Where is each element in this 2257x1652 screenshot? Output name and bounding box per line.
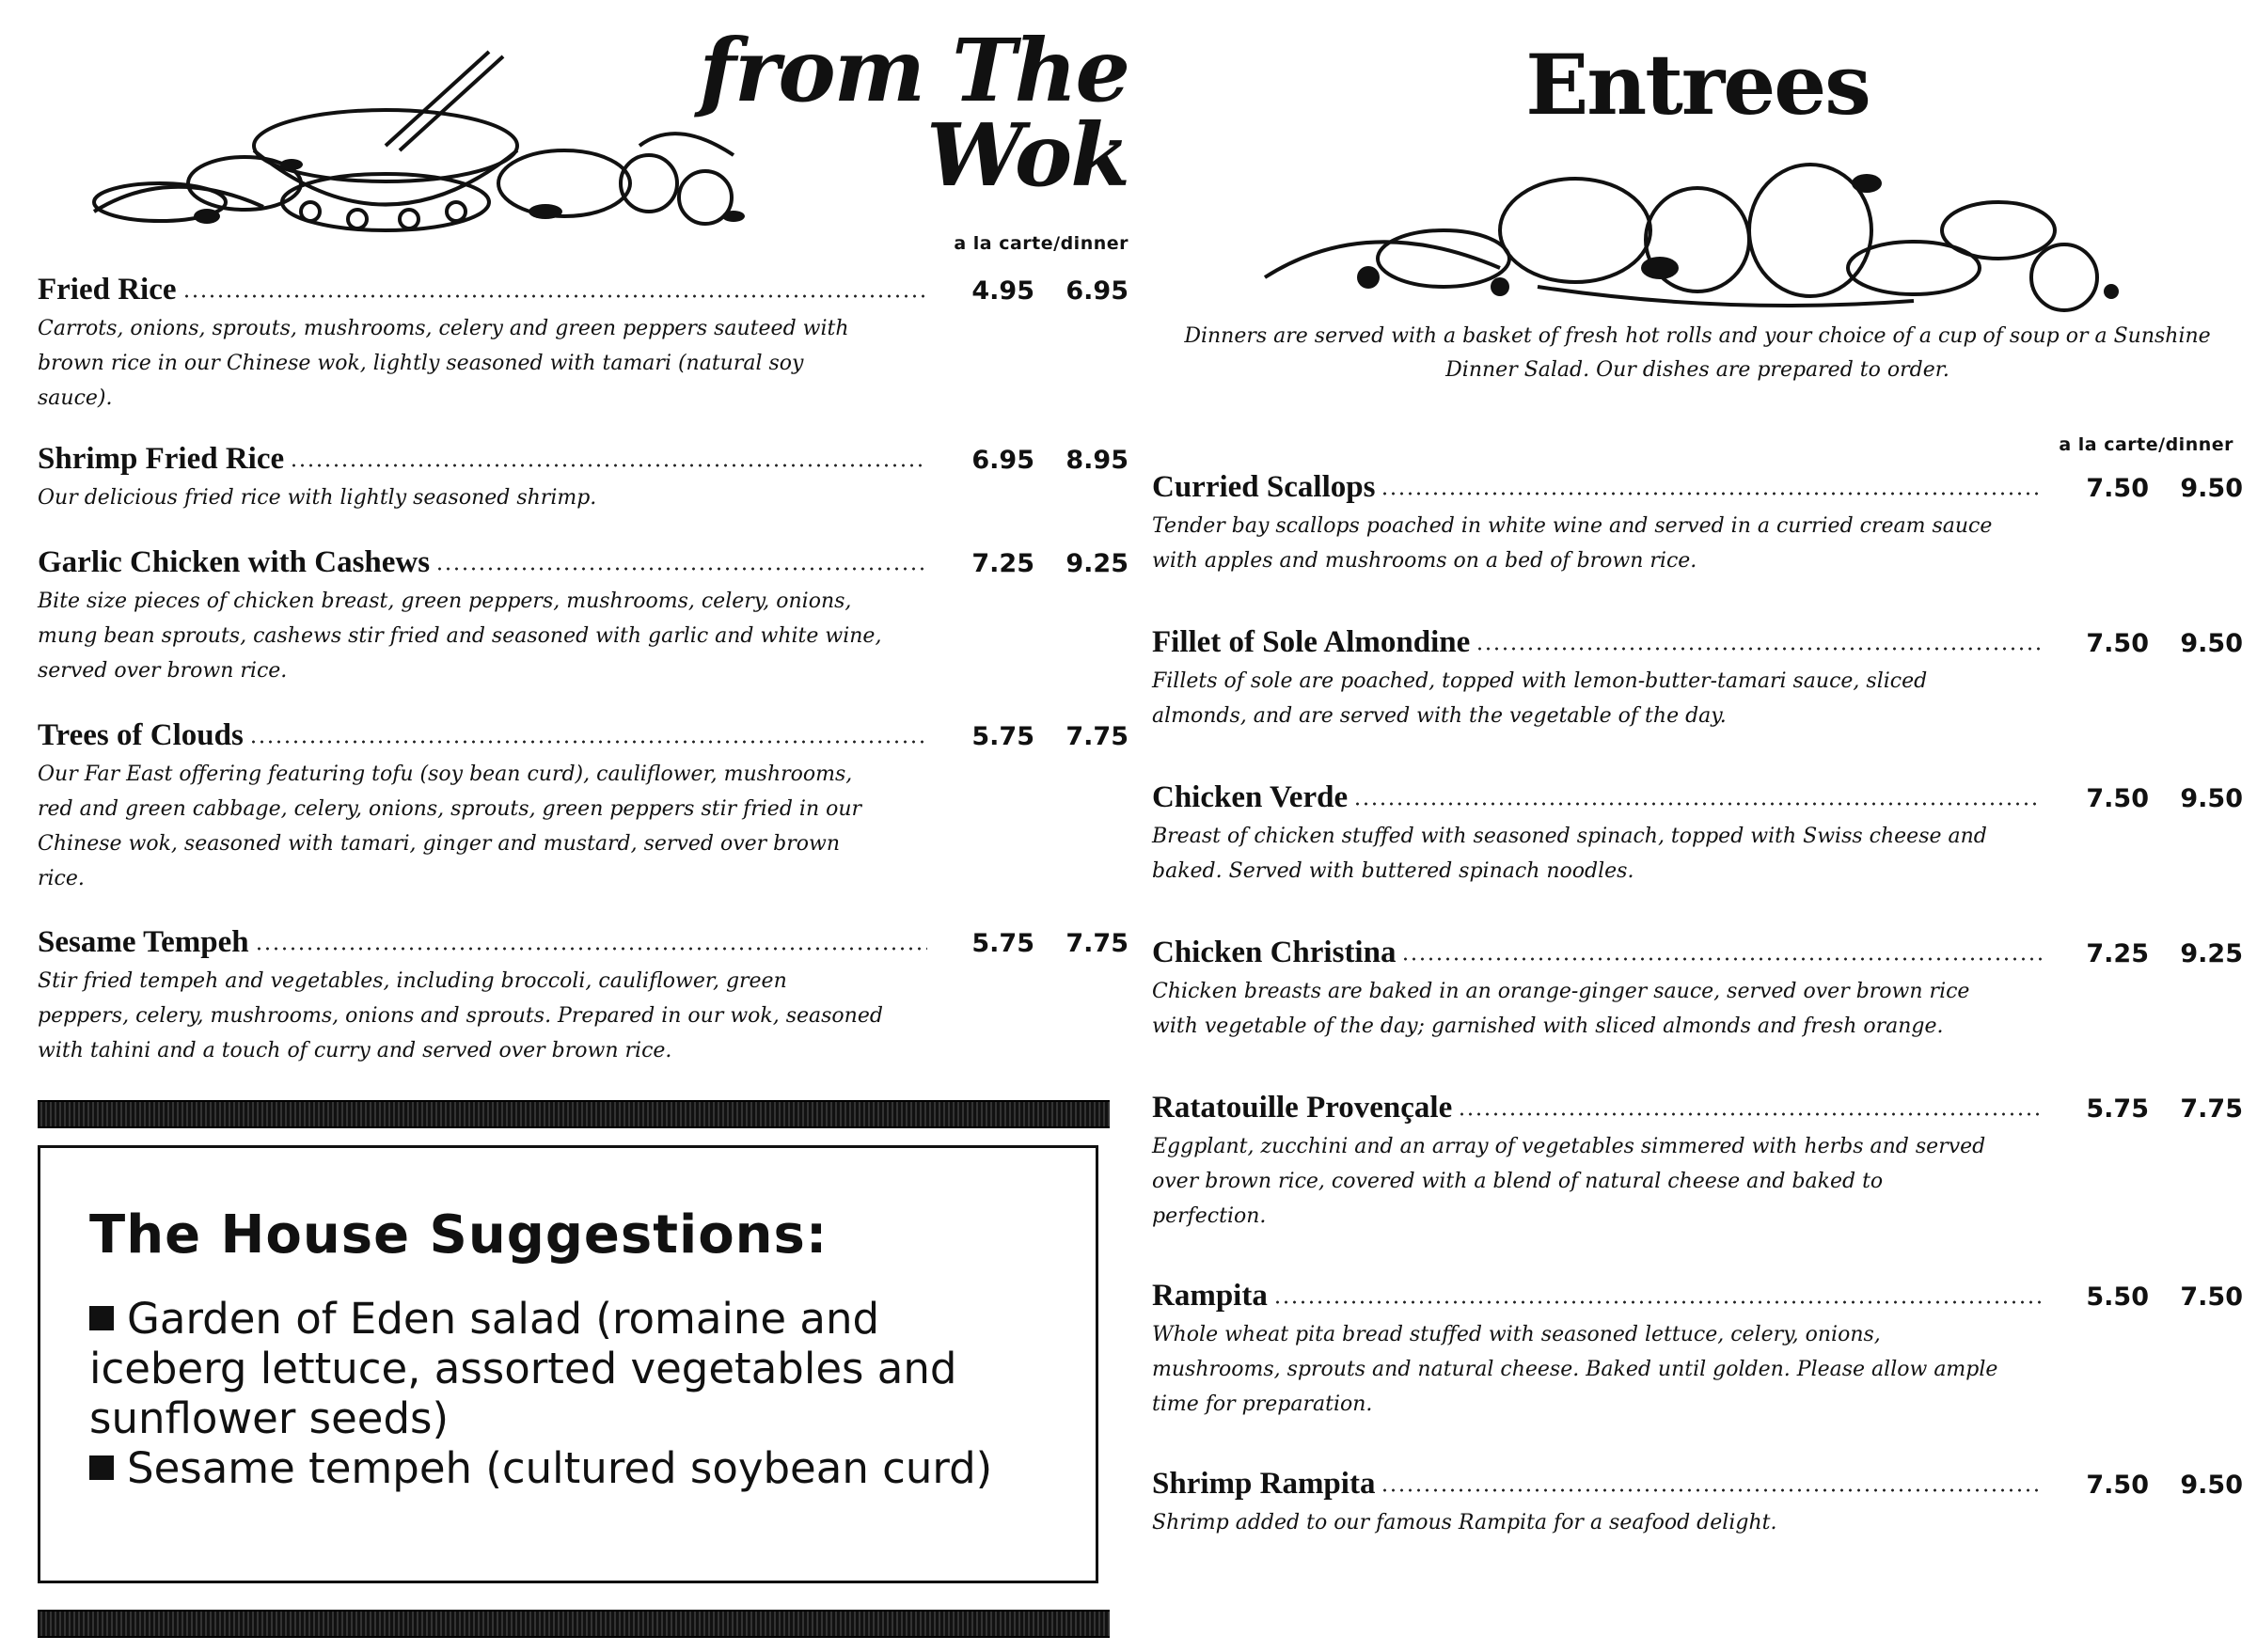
entrees-title: Entrees [1525, 36, 1870, 134]
item-description: Eggplant, zucchini and an array of vegetables simmered with herbs and served over brown rice, covered with a blend of natural cheese and baked to perfection. [1152, 1135, 1986, 1228]
menu-item [1152, 470, 2243, 625]
house-suggestion-text: Sesame tempeh (cultured soybean curd) [127, 1443, 993, 1493]
item-name: Fried Rice [38, 273, 177, 307]
wok-items [38, 273, 1128, 1068]
price-dinner: 9.25 [2180, 939, 2243, 968]
price-alacarte: 7.50 [2086, 629, 2149, 658]
item-name: Rampita [1152, 1279, 1268, 1313]
price-dinner: 7.50 [2180, 1282, 2243, 1312]
price-alacarte: 7.25 [2086, 939, 2149, 968]
price-dinner: 7.75 [1065, 929, 1128, 958]
entree-items [1152, 470, 2243, 1540]
divider-bar [38, 1610, 1110, 1638]
item-name: Chicken Verde [1152, 780, 1349, 814]
price-dinner: 7.75 [2180, 1094, 2243, 1124]
menu-item [1152, 625, 2243, 780]
divider-bar [38, 1100, 1110, 1128]
price-dinner: 8.95 [1065, 446, 1128, 475]
price-alacarte: 5.50 [2086, 1282, 2149, 1312]
item-description: Bite size pieces of chicken breast, green peppers, mushrooms, celery, onions, mung bean sprouts, cashews stir fried and seasoned with garlic and white wine, served over brown rice. [38, 590, 882, 683]
leader-dots [255, 947, 927, 951]
leader-dots [249, 740, 927, 744]
item-name: Sesame Tempeh [38, 925, 249, 959]
entrees-section [1152, 0, 2243, 1534]
menu-item [38, 442, 1128, 545]
item-name: Garlic Chicken with Cashews [38, 545, 431, 579]
house-suggestions-title: The House Suggestions: [89, 1204, 829, 1266]
leader-dots [290, 464, 927, 467]
wok-title-line1: from The [699, 20, 1128, 121]
menu-item [1152, 1091, 2243, 1279]
item-description: Breast of chicken stuffed with seasoned spinach, topped with Swiss cheese and baked. Served with buttered spinach noodles. [1152, 825, 1987, 883]
item-description: Our delicious fried rice with lightly seasoned shrimp. [38, 486, 597, 510]
entrees-intro: Dinners are served with a basket of fresh hot rolls and your choice of a cup of soup or a Sunshine Dinner Salad. Our dishes are prepared to order. [1184, 324, 2211, 382]
item-name: Chicken Christina [1152, 936, 1397, 969]
entrees-header [1152, 0, 2243, 310]
menu-item [38, 925, 1128, 1068]
price-alacarte: 5.75 [971, 722, 1034, 751]
price-dinner: 6.95 [1065, 276, 1128, 306]
price-alacarte: 7.25 [971, 549, 1034, 578]
menu-item [38, 718, 1128, 925]
vegetables-illustration-icon [1255, 127, 2139, 315]
item-description: Stir fried tempeh and vegetables, including broccoli, cauliflower, green peppers, celery, mushrooms, onions and sprouts. Prepared in our wok, seasoned with tahini and a touch of curry and served over brown rice. [38, 969, 883, 1062]
leader-dots [435, 567, 927, 571]
house-suggestion-text: Garden of Eden salad (romaine and iceberg lettuce, assorted vegetables and sunflower seeds) [89, 1294, 957, 1443]
item-description: Whole wheat pita bread stuffed with seasoned lettuce, celery, onions, mushrooms, sprouts and natural cheese. Baked until golden. Please allow ample time for preparation. [1152, 1323, 1998, 1416]
menu-item [1152, 780, 2243, 936]
leader-dots [182, 294, 927, 298]
item-name: Trees of Clouds [38, 718, 244, 752]
menu-item [38, 545, 1128, 718]
menu-item [1152, 1467, 2243, 1540]
leader-dots [1353, 802, 2042, 806]
price-dinner: 9.50 [2180, 1471, 2243, 1500]
item-name: Shrimp Fried Rice [38, 442, 285, 476]
leader-dots [1476, 647, 2042, 651]
price-alacarte: 6.95 [971, 446, 1034, 475]
price-alacarte: 7.50 [2086, 1471, 2149, 1500]
price-alacarte: 5.75 [971, 929, 1034, 958]
leader-dots [1401, 957, 2042, 961]
item-name: Ratatouille Provençale [1152, 1091, 1453, 1125]
wok-header [38, 0, 1128, 254]
price-alacarte: 7.50 [2086, 474, 2149, 503]
item-description: Fillets of sole are poached, topped with lemon-butter-tamari sauce, sliced almonds, and are served with the vegetable of the day. [1152, 669, 1928, 728]
item-name: Shrimp Rampita [1152, 1467, 1376, 1501]
square-bullet-icon [89, 1455, 114, 1480]
item-name: Curried Scallops [1152, 470, 1376, 504]
item-description: Carrots, onions, sprouts, mushrooms, celery and green peppers sauteed with brown rice in our Chinese wok, lightly seasoned with tamari (natural soy sauce). [38, 317, 849, 410]
leader-dots [1458, 1112, 2042, 1116]
item-description: Tender bay scallops poached in white wine and served in a curried cream sauce with apples and mushrooms on a bed of brown rice. [1152, 514, 1993, 573]
price-dinner: 9.50 [2180, 629, 2243, 658]
price-alacarte: 7.50 [2086, 784, 2149, 813]
item-description: Our Far East offering featuring tofu (soy bean curd), cauliflower, mushrooms, red and green cabbage, celery, onions, sprouts, green peppers stir fried in our Chinese wok, seasoned with tamari, ginger and mustard, served over brown rice. [38, 763, 862, 890]
menu-item [38, 273, 1128, 442]
item-description: Chicken breasts are baked in an orange-ginger sauce, served over brown rice with vegetable of the day; garnished with sliced almonds and fresh orange. [1152, 980, 1970, 1038]
wok-title [699, 20, 1128, 206]
item-description: Shrimp added to our famous Rampita for a seafood delight. [1152, 1511, 1777, 1534]
menu-item [1152, 1279, 2243, 1467]
house-suggestions-box [38, 1145, 1098, 1583]
price-dinner: 7.75 [1065, 722, 1128, 751]
house-suggestion-item [89, 1294, 1049, 1443]
price-alacarte: 4.95 [971, 276, 1034, 306]
square-bullet-icon [89, 1306, 114, 1330]
wok-column-header: a la carte/dinner [954, 233, 1128, 254]
wok-section [38, 0, 1128, 1493]
leader-dots [1381, 492, 2042, 496]
price-dinner: 9.50 [2180, 784, 2243, 813]
item-name: Fillet of Sole Almondine [1152, 625, 1471, 659]
menu-item [1152, 936, 2243, 1091]
price-dinner: 9.25 [1065, 549, 1128, 578]
leader-dots [1273, 1300, 2042, 1304]
house-suggestion-item [89, 1443, 1049, 1493]
price-dinner: 9.50 [2180, 474, 2243, 503]
entrees-column-header: a la carte/dinner [2059, 434, 2233, 455]
price-alacarte: 5.75 [2086, 1094, 2149, 1124]
wok-title-line2: Wok [926, 104, 1128, 206]
leader-dots [1381, 1488, 2042, 1492]
